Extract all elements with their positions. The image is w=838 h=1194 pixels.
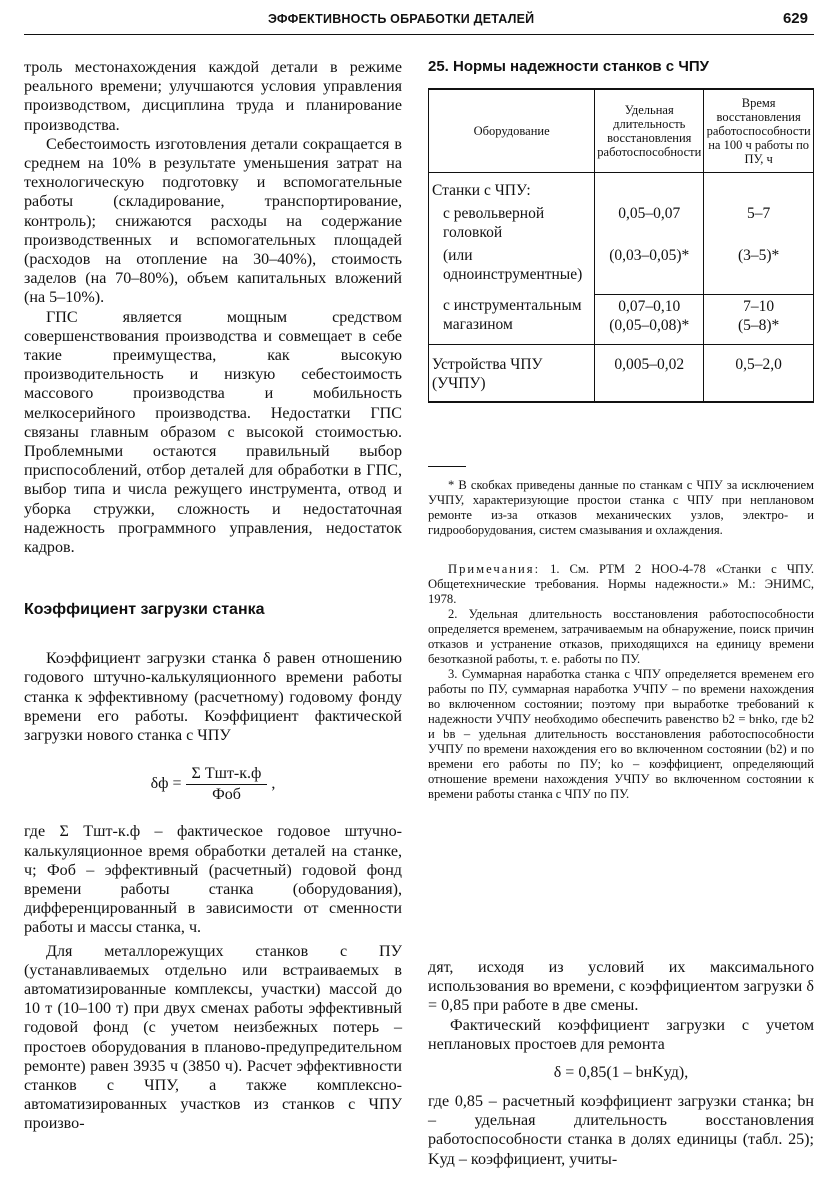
table-note: 2. Удельная длительность восстановления работоспособности определяется временем, затрачиваемым на обнаружение, поиск причин отказов и устранение отказов, приходящихся на единицу времени безотказной работы, т. е. работы по ПУ. [428,607,814,666]
table-title: 25. Нормы надежности станков с ЧПУ [428,58,709,75]
paragraph: Себестоимость изготовления детали сокращается в среднем на 10% в результате уменьшения затрат на технологическую подготовку и вспомогательные работы (складирование, транспортирование, контроль); снижаются расходы на содержание производственных и вспомогательных площадей (расходов на отопление на 30–40%), стоимость заделов (на 70–80%), объем капитальных вложений (на 5–10%). [24,135,402,307]
column-header: Удельная длительность восстановления работоспособности [595,89,704,173]
table-row [429,244,814,294]
table-row [429,202,814,244]
running-title: ЭФФЕКТИВНОСТЬ ОБРАБОТКИ ДЕТАЛЕЙ [268,12,535,26]
table-cell: с инструментальным магазином [429,294,595,345]
formula-fraction [186,765,268,804]
table-row [429,345,814,403]
header-rule [24,34,814,35]
table-row [429,173,814,203]
table-row [429,294,814,345]
table-cell: (3–5)* [704,244,814,294]
cell-value: (5–8)* [737,316,780,334]
table-cell [704,173,814,203]
notes-label: Примечания: [448,562,541,576]
table-cell: (или одноинструментные) [429,244,595,294]
table-cell: 0,5–2,0 [704,345,814,403]
reliability-table [428,88,814,403]
paragraph: где Σ Tшт-к.ф – фактическое годовое штучно-калькуляционное время обработки деталей на станке, ч; Фоб – эффективный (расчетный) годовой фонд времени работы станка (оборудования), дифференцированный в зависимости от сменности работы и массы станка, ч. [24,823,402,937]
table-cell: 5–7 [704,202,814,244]
left-column [24,58,402,1134]
formula-actual-load: δ = 0,85(1 – bнKуд), [553,1064,689,1082]
formula-lhs: δф = [150,775,182,793]
cell-value: 0,07–0,10 [618,297,681,315]
table-cell: с револьверной головкой [429,202,595,244]
cell-value: (0,05–0,08)* [609,316,690,334]
right-body [428,958,814,1169]
footnote-rule [428,466,466,467]
table-footnote: * В скобках приведены данные по станкам с ЧПУ за исключением УЧПУ, характеризующие простои станка с ЧПУ при неплановом ремонте из-за отказов механических узлов, электро- и гидрооборудования, систем смазывания и охлаждения. [428,478,814,537]
formula-numerator: Σ Tшт-к.ф [186,765,268,785]
table-cell: 0,005–0,02 [595,345,704,403]
note-text: 1. См. РТМ 2 НОО-4-78 «Станки с ЧПУ. Общетехнические требования. Нормы надежности.» М.: ЭНИМС, 1978. [428,562,814,606]
table-note: 3. Суммарная наработка станка с ЧПУ определяется временем его работы по ПУ, суммарная наработка УЧПУ – по времени нахождения во включенном состоянии; поэтому при выработке требований к надежности УЧПУ необходимо обеспечить равенство b2 = bнkо, где b2 и bв – удельная длительность восстановления работоспособности УЧПУ по времени нахождения его во включенном состоянии (b2) и по времени его работы по ПУ; kо – коэффициент, определяющий отношение времени нахождения УЧПУ во включенном состоянии к времени работы станка с ЧПУ по ПУ. [428,667,814,801]
paragraph: троль местонахождения каждой детали в режиме реального времени; улучшаются условия управления производством, дисциплина труда и планирование производства. [24,59,402,134]
table-cell [595,294,704,345]
table-cell [704,294,814,345]
paragraph: Для металлорежущих станков с ПУ (устанавливаемых отдельно или встраиваемых в автоматизированные комплексы, участки) массой до 10 т (10–100 т) при двух сменах работы эффективный годовой фонд (с учетом неизбежных потерь – простоев оборудования в планово-предупредительном ремонте) равен 3935 ч (3850 ч). Расчет эффективности станков с ЧПУ, а также комплексно-автоматизированных участков из станков с ЧПУ произво- [24,942,402,1133]
table-cell: 0,05–0,07 [595,202,704,244]
paragraph: где 0,85 – расчетный коэффициент загрузки станка; bн – удельная длительность восстановления работоспособности станка в долях единицы (табл. 25); Kуд – коэффициент, учиты- [428,1093,814,1168]
paragraph: ГПС является мощным средством совершенствования производства и совмещает в себе такие преимущества, как высокую производительность и низкую себестоимость массового производства и мобильность мелкосерийного производства. Недостатки ГПС связаны главным образом с высокой стоимостью. Проблемными остаются правильный выбор приспособлений, отбор деталей для обработки в ГПС, выбор типа и числа режущего инструмента, отвод и уборка стружки, сложность и недостаточная надежность программного управления, недостаток кадров. [24,308,402,557]
table-header-row [429,89,814,173]
table-cell: (0,03–0,05)* [595,244,704,294]
formula-tail: , [271,775,276,793]
table-note [428,562,814,607]
paragraph: Коэффициент загрузки станка δ равен отношению годового штучно-калькуляционного времени работы станка к эффективному (расчетному) годовому фонду времени его работы. Коэффициент фактической загрузки нового станка с ЧПУ [24,650,402,745]
table-cell [595,173,704,203]
column-header: Оборудование [429,89,595,173]
section-heading: Коэффициент загрузки станка [24,601,265,619]
column-header: Время восстановления работоспособности на 100 ч работы по ПУ, ч [704,89,814,173]
cell-value: 7–10 [743,297,775,315]
paragraph: дят, исходя из условий их максимального использования во времени, с коэффициентом загрузки δ = 0,85 при работе в две смены. [428,959,814,1015]
table-notes [428,478,814,802]
formula-denominator: Фоб [212,786,241,804]
table-cell: Устройства ЧПУ (УЧПУ) [429,345,595,403]
formula-load-factor [24,765,402,804]
paragraph: Фактический коэффициент загрузки с учетом неплановых простоев для ремонта [428,1016,814,1053]
table-cell: Станки с ЧПУ: [429,173,595,203]
page-number: 629 [782,10,808,27]
